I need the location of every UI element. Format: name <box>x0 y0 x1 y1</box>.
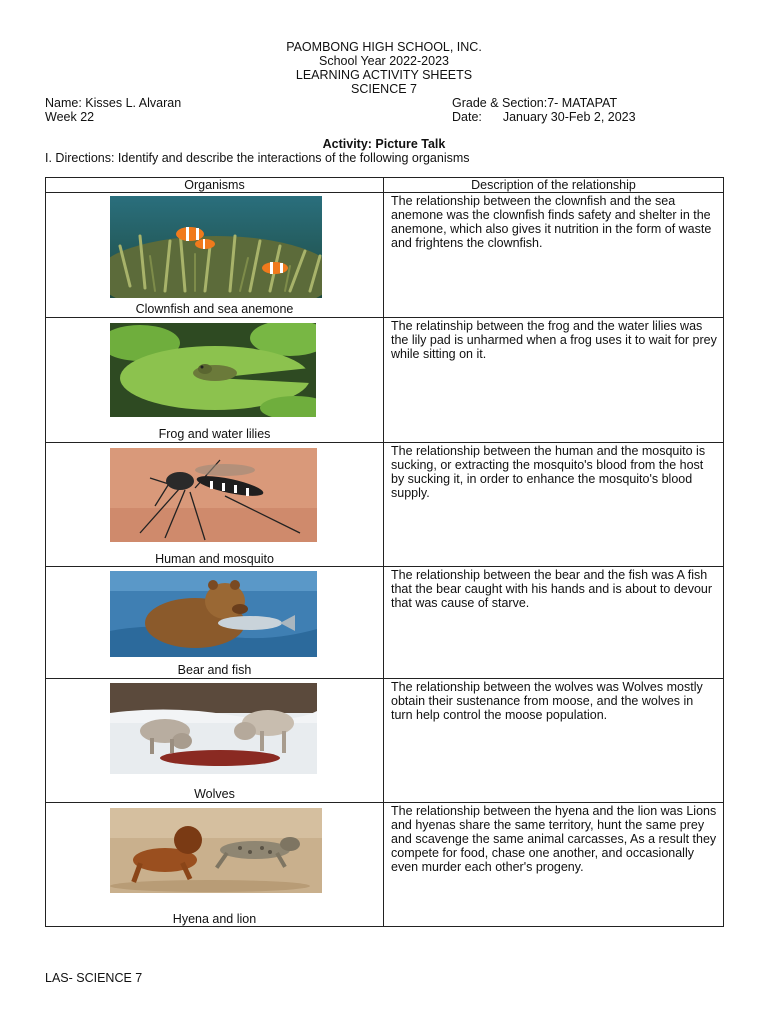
date-value: January 30-Feb 2, 2023 <box>502 110 636 124</box>
relationship-description: The relatinship between the frog and the water lilies was the lily pad is unharmed when a frog uses it to wait for prey while sitting on it. <box>391 319 717 361</box>
organisms-header: Organisms <box>46 178 384 193</box>
school-year: School Year 2022-2023 <box>319 54 449 68</box>
table-row <box>46 567 724 679</box>
mosquito-skin-image <box>110 448 317 542</box>
description-cell <box>384 679 724 803</box>
table-row <box>46 318 724 443</box>
organism-cell <box>46 193 384 318</box>
organism-cell <box>46 443 384 567</box>
school-name: PAOMBONG HIGH SCHOOL, INC. <box>286 40 482 54</box>
student-name: Name: Kisses L. Alvaran <box>45 96 182 110</box>
description-cell <box>384 567 724 679</box>
relationship-description: The relationship between the human and the mosquito is sucking, or extracting the mosquito's blood from the host by sucking it, in order to enhance the mosquito's blood supply. <box>391 444 706 500</box>
organism-caption: Hyena and lion <box>172 912 257 926</box>
organism-caption: Clownfish and sea anemone <box>135 302 294 316</box>
description-cell <box>384 193 724 318</box>
table-row <box>46 803 724 927</box>
relationship-description: The relationship between the clownfish and the sea anemone was the clownfish finds safety and shelter in the anemone, which also gives it nutrition in the form of waste and frightens the clownfish. <box>391 194 712 250</box>
week-label: Week 22 <box>45 110 95 124</box>
table-row <box>46 193 724 318</box>
wolves-image <box>110 683 317 774</box>
directions: I. Directions: Identify and describe the interactions of the following organisms <box>45 151 470 165</box>
organism-caption: Bear and fish <box>177 663 252 677</box>
activity-title: Activity: Picture Talk <box>322 137 446 151</box>
hyena-lion-image <box>110 808 322 893</box>
description-cell <box>384 803 724 927</box>
bear-fish-image <box>110 571 317 657</box>
organisms-table <box>45 177 724 927</box>
frog-lily-image <box>110 323 316 417</box>
description-header: Description of the relationship <box>384 178 724 193</box>
date-line <box>452 110 636 124</box>
description-cell <box>384 443 724 567</box>
organism-cell <box>46 679 384 803</box>
page-footer: LAS- SCIENCE 7 <box>45 971 143 985</box>
organism-caption: Human and mosquito <box>155 552 274 566</box>
sheet-title: LEARNING ACTIVITY SHEETS <box>295 68 473 82</box>
organism-caption: Wolves <box>194 787 235 801</box>
organism-cell <box>46 318 384 443</box>
table-row <box>46 679 724 803</box>
relationship-description: The relationship between the wolves was Wolves mostly obtain their sustenance from moose, and the wolves in turn help control the moose population. <box>391 680 703 722</box>
organism-cell <box>46 803 384 927</box>
relationship-description: The relationship between the bear and the fish was A fish that the bear caught with his hands and is about to devour that was cause of starve. <box>391 568 713 610</box>
date-label: Date: <box>452 110 482 124</box>
clownfish-anemone-image <box>110 196 322 298</box>
description-cell <box>384 318 724 443</box>
organism-caption: Frog and water lilies <box>158 427 271 441</box>
relationship-description: The relationship between the hyena and the lion was Lions and hyenas share the same territory, hunt the same prey and scavenge the same animal carcasses, As a result they compete for food, chase one another, and occasionally even murder each other's progeny. <box>391 804 717 874</box>
table-header-row <box>46 178 724 193</box>
grade-section: Grade & Section:7- MATAPAT <box>452 96 618 110</box>
subject-title: SCIENCE 7 <box>351 82 417 96</box>
table-row <box>46 443 724 567</box>
organism-cell <box>46 567 384 679</box>
